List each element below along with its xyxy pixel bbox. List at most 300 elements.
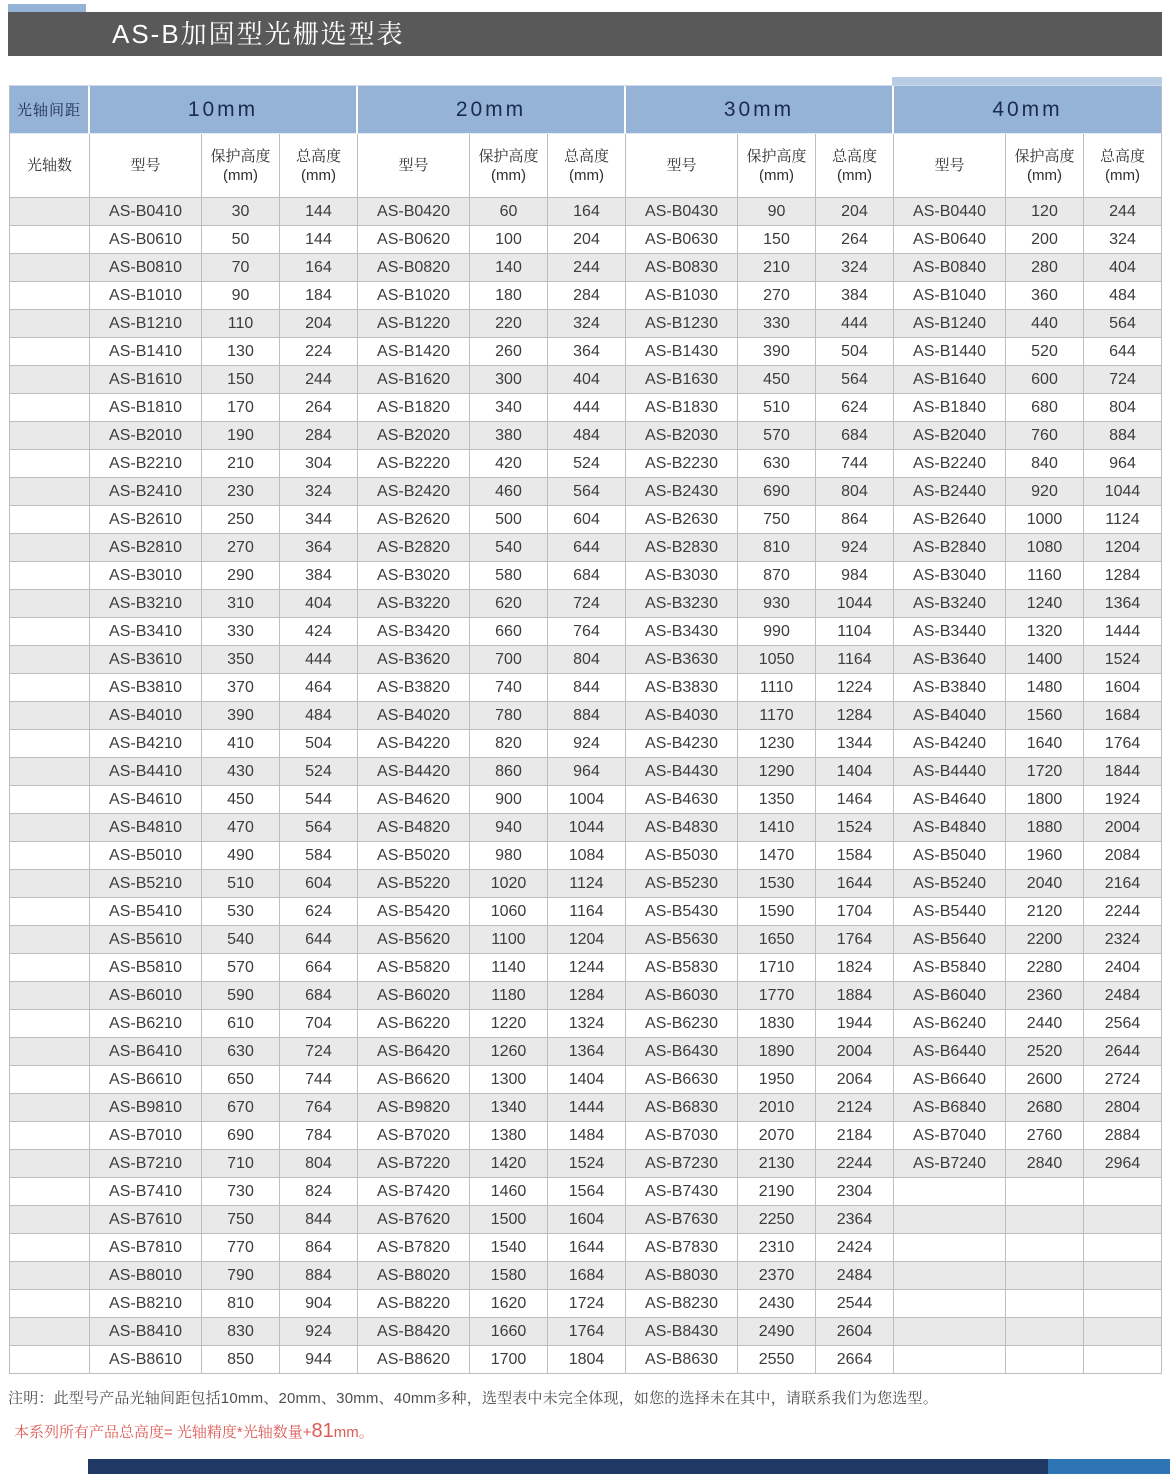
protect-height-cell [1006, 1262, 1084, 1290]
model-cell: AS-B5440 [894, 898, 1006, 926]
protect-height-cell: 410 [202, 730, 280, 758]
model-cell: AS-B4820 [358, 814, 470, 842]
protect-height-cell: 630 [738, 450, 816, 478]
total-height-cell: 1844 [1084, 758, 1162, 786]
total-height-cell: 744 [816, 450, 894, 478]
axes-count-cell [10, 1346, 90, 1374]
total-height-header [1084, 134, 1162, 198]
model-cell: AS-B7210 [90, 1150, 202, 1178]
group-header-row [10, 86, 1162, 134]
model-cell: AS-B3810 [90, 674, 202, 702]
total-height-cell: 2084 [1084, 842, 1162, 870]
protect-height-header [202, 134, 280, 198]
protect-height-cell: 1350 [738, 786, 816, 814]
model-cell: AS-B7020 [358, 1122, 470, 1150]
table-row [10, 926, 1162, 954]
model-cell: AS-B5620 [358, 926, 470, 954]
model-cell: AS-B8010 [90, 1262, 202, 1290]
model-cell: AS-B6620 [358, 1066, 470, 1094]
table-row [10, 1234, 1162, 1262]
unit-label: (mm) [1105, 166, 1140, 184]
protect-height-cell: 300 [470, 366, 548, 394]
protect-height-cell: 120 [1006, 198, 1084, 226]
total-height-cell [1084, 1318, 1162, 1346]
model-cell: AS-B6030 [626, 982, 738, 1010]
total-height-cell [1084, 1206, 1162, 1234]
table-row [10, 1010, 1162, 1038]
protect-height-cell: 180 [470, 282, 548, 310]
total-height-cell: 504 [280, 730, 358, 758]
protect-height-cell: 270 [738, 282, 816, 310]
model-cell: AS-B1210 [90, 310, 202, 338]
axes-count-cell [10, 310, 90, 338]
total-height-cell: 1324 [548, 1010, 626, 1038]
total-height-cell: 2964 [1084, 1150, 1162, 1178]
protect-height-cell: 490 [202, 842, 280, 870]
model-cell: AS-B2620 [358, 506, 470, 534]
protect-height-cell: 710 [202, 1150, 280, 1178]
protect-height-label: 保护高度 [478, 147, 539, 165]
total-height-cell: 1044 [1084, 478, 1162, 506]
protect-height-cell: 980 [470, 842, 548, 870]
total-height-cell: 824 [280, 1178, 358, 1206]
table-row [10, 562, 1162, 590]
group-header-10mm: 10mm [90, 86, 358, 134]
protect-height-cell: 150 [738, 226, 816, 254]
model-cell: AS-B2820 [358, 534, 470, 562]
model-cell: AS-B3040 [894, 562, 1006, 590]
total-height-cell: 244 [548, 254, 626, 282]
total-height-cell: 1104 [816, 618, 894, 646]
model-cell: AS-B0810 [90, 254, 202, 282]
protect-height-cell [1006, 1206, 1084, 1234]
protect-height-cell: 2070 [738, 1122, 816, 1150]
protect-height-cell: 150 [202, 366, 280, 394]
total-height-cell: 1164 [548, 898, 626, 926]
axes-count-cell [10, 1038, 90, 1066]
total-height-cell: 964 [548, 758, 626, 786]
total-height-cell: 724 [280, 1038, 358, 1066]
total-height-cell: 884 [280, 1262, 358, 1290]
protect-height-cell: 730 [202, 1178, 280, 1206]
table-row [10, 842, 1162, 870]
total-height-header [548, 134, 626, 198]
model-cell: AS-B1830 [626, 394, 738, 422]
protect-height-cell: 1880 [1006, 814, 1084, 842]
model-cell: AS-B7030 [626, 1122, 738, 1150]
model-cell: AS-B1040 [894, 282, 1006, 310]
model-cell: AS-B7010 [90, 1122, 202, 1150]
title-bar [8, 12, 1162, 56]
total-height-cell: 1604 [1084, 674, 1162, 702]
protect-height-cell: 1240 [1006, 590, 1084, 618]
total-height-cell: 564 [548, 478, 626, 506]
total-height-cell: 164 [548, 198, 626, 226]
axes-count-cell [10, 1206, 90, 1234]
model-cell: AS-B2020 [358, 422, 470, 450]
model-cell: AS-B5010 [90, 842, 202, 870]
model-cell: AS-B3610 [90, 646, 202, 674]
total-height-cell: 684 [548, 562, 626, 590]
total-height-cell: 644 [548, 534, 626, 562]
model-cell: AS-B0410 [90, 198, 202, 226]
model-cell: AS-B6420 [358, 1038, 470, 1066]
table-row [10, 982, 1162, 1010]
total-height-cell: 1204 [1084, 534, 1162, 562]
axes-count-cell [10, 674, 90, 702]
page-title: AS-B加固型光栅选型表 [112, 19, 405, 49]
model-cell: AS-B0430 [626, 198, 738, 226]
protect-height-cell: 440 [1006, 310, 1084, 338]
model-cell: AS-B1820 [358, 394, 470, 422]
model-cell: AS-B6020 [358, 982, 470, 1010]
model-cell: AS-B7240 [894, 1150, 1006, 1178]
footer-bar-accent [1048, 1459, 1170, 1474]
model-cell: AS-B7620 [358, 1206, 470, 1234]
table-row [10, 1346, 1162, 1374]
total-height-cell: 844 [548, 674, 626, 702]
total-height-cell: 284 [280, 422, 358, 450]
total-height-label: 总高度 [563, 147, 609, 165]
total-height-cell: 2244 [816, 1150, 894, 1178]
model-cell: AS-B6010 [90, 982, 202, 1010]
model-cell: AS-B8210 [90, 1290, 202, 1318]
protect-height-cell: 430 [202, 758, 280, 786]
protect-height-cell: 330 [738, 310, 816, 338]
model-cell: AS-B3820 [358, 674, 470, 702]
model-cell [894, 1234, 1006, 1262]
model-cell: AS-B0440 [894, 198, 1006, 226]
total-height-cell: 2164 [1084, 870, 1162, 898]
selection-table [9, 85, 1162, 1374]
table-row [10, 1094, 1162, 1122]
protect-height-cell: 2130 [738, 1150, 816, 1178]
model-cell: AS-B6040 [894, 982, 1006, 1010]
model-cell: AS-B2410 [90, 478, 202, 506]
protect-height-cell: 2040 [1006, 870, 1084, 898]
total-height-label: 总高度 [831, 147, 877, 165]
protect-height-cell: 280 [1006, 254, 1084, 282]
total-height-cell: 624 [816, 394, 894, 422]
total-height-cell: 324 [816, 254, 894, 282]
protect-height-cell: 1050 [738, 646, 816, 674]
model-cell: AS-B5430 [626, 898, 738, 926]
protect-height-cell: 500 [470, 506, 548, 534]
protect-height-cell: 420 [470, 450, 548, 478]
protect-height-cell: 1720 [1006, 758, 1084, 786]
model-cell: AS-B1430 [626, 338, 738, 366]
protect-height-cell: 600 [1006, 366, 1084, 394]
protect-height-cell: 1180 [470, 982, 548, 1010]
protect-height-cell: 2370 [738, 1262, 816, 1290]
total-height-cell: 924 [816, 534, 894, 562]
protect-height-cell: 1480 [1006, 674, 1084, 702]
total-height-cell: 684 [816, 422, 894, 450]
total-height-cell: 224 [280, 338, 358, 366]
axes-count-cell [10, 1010, 90, 1038]
model-cell: AS-B3630 [626, 646, 738, 674]
model-cell: AS-B4630 [626, 786, 738, 814]
axes-count-cell [10, 534, 90, 562]
model-cell: AS-B1030 [626, 282, 738, 310]
total-height-cell: 2244 [1084, 898, 1162, 926]
model-cell: AS-B0610 [90, 226, 202, 254]
table-row [10, 1290, 1162, 1318]
protect-height-cell: 330 [202, 618, 280, 646]
protect-height-cell: 170 [202, 394, 280, 422]
total-height-cell: 364 [280, 534, 358, 562]
total-height-cell: 1924 [1084, 786, 1162, 814]
table-row [10, 898, 1162, 926]
total-height-cell: 924 [548, 730, 626, 758]
protect-height-cell: 90 [202, 282, 280, 310]
table-row [10, 1066, 1162, 1094]
total-height-cell: 204 [548, 226, 626, 254]
model-cell: AS-B7430 [626, 1178, 738, 1206]
model-cell: AS-B8230 [626, 1290, 738, 1318]
protect-height-cell: 1410 [738, 814, 816, 842]
protect-height-cell: 510 [738, 394, 816, 422]
model-cell: AS-B0620 [358, 226, 470, 254]
total-height-cell: 2184 [816, 1122, 894, 1150]
total-height-cell: 764 [280, 1094, 358, 1122]
model-cell: AS-B4010 [90, 702, 202, 730]
total-height-cell: 244 [1084, 198, 1162, 226]
protect-height-cell: 1080 [1006, 534, 1084, 562]
model-cell: AS-B4040 [894, 702, 1006, 730]
total-height-cell: 804 [280, 1150, 358, 1178]
total-height-cell [1084, 1262, 1162, 1290]
total-height-cell: 2564 [1084, 1010, 1162, 1038]
total-height-cell: 1204 [548, 926, 626, 954]
axes-count-cell [10, 226, 90, 254]
axes-count-cell [10, 758, 90, 786]
protect-height-cell: 760 [1006, 422, 1084, 450]
total-height-cell: 1944 [816, 1010, 894, 1038]
protect-height-cell: 2280 [1006, 954, 1084, 982]
protect-height-cell: 1000 [1006, 506, 1084, 534]
protect-height-cell: 1420 [470, 1150, 548, 1178]
table-row [10, 506, 1162, 534]
model-cell: AS-B3410 [90, 618, 202, 646]
model-cell: AS-B1240 [894, 310, 1006, 338]
total-height-cell: 1404 [548, 1066, 626, 1094]
model-cell: AS-B8020 [358, 1262, 470, 1290]
protect-height-cell: 190 [202, 422, 280, 450]
protect-height-cell: 750 [202, 1206, 280, 1234]
protect-height-cell: 1060 [470, 898, 548, 926]
axes-count-cell [10, 198, 90, 226]
total-height-cell: 204 [816, 198, 894, 226]
model-cell: AS-B5610 [90, 926, 202, 954]
total-height-cell: 384 [816, 282, 894, 310]
model-cell: AS-B1230 [626, 310, 738, 338]
protect-height-cell: 1400 [1006, 646, 1084, 674]
total-height-cell: 584 [280, 842, 358, 870]
model-cell: AS-B7820 [358, 1234, 470, 1262]
total-height-cell: 204 [280, 310, 358, 338]
protect-height-cell: 2430 [738, 1290, 816, 1318]
spacing-label: 光轴间距 [10, 86, 90, 134]
axes-count-cell [10, 646, 90, 674]
protect-height-cell: 770 [202, 1234, 280, 1262]
protect-height-header [1006, 134, 1084, 198]
protect-height-cell: 900 [470, 786, 548, 814]
model-cell: AS-B3240 [894, 590, 1006, 618]
protect-height-cell: 2120 [1006, 898, 1084, 926]
model-cell: AS-B2230 [626, 450, 738, 478]
total-height-cell: 1284 [1084, 562, 1162, 590]
axes-count-cell [10, 730, 90, 758]
protect-height-cell: 580 [470, 562, 548, 590]
total-height-label: 总高度 [295, 147, 341, 165]
protect-height-cell: 200 [1006, 226, 1084, 254]
model-cell: AS-B5020 [358, 842, 470, 870]
total-height-cell: 144 [280, 226, 358, 254]
model-cell: AS-B2630 [626, 506, 738, 534]
protect-height-cell: 740 [470, 674, 548, 702]
protect-height-cell: 2360 [1006, 982, 1084, 1010]
protect-height-cell: 340 [470, 394, 548, 422]
model-cell: AS-B5630 [626, 926, 738, 954]
protect-height-cell: 570 [202, 954, 280, 982]
total-height-cell: 1524 [548, 1150, 626, 1178]
protect-height-cell: 210 [202, 450, 280, 478]
axes-count-cell [10, 618, 90, 646]
model-cell: AS-B4420 [358, 758, 470, 786]
total-height-cell: 1684 [1084, 702, 1162, 730]
protect-height-label: 保护高度 [746, 147, 807, 165]
model-cell: AS-B4410 [90, 758, 202, 786]
protect-height-cell: 1260 [470, 1038, 548, 1066]
model-cell: AS-B0640 [894, 226, 1006, 254]
model-cell: AS-B4230 [626, 730, 738, 758]
total-height-cell: 524 [280, 758, 358, 786]
protect-height-cell: 1890 [738, 1038, 816, 1066]
protect-height-cell: 620 [470, 590, 548, 618]
protect-height-cell: 790 [202, 1262, 280, 1290]
model-cell: AS-B9820 [358, 1094, 470, 1122]
protect-height-cell: 660 [470, 618, 548, 646]
protect-height-cell: 390 [738, 338, 816, 366]
model-cell: AS-B5210 [90, 870, 202, 898]
protect-height-cell: 520 [1006, 338, 1084, 366]
protect-height-cell: 940 [470, 814, 548, 842]
total-height-cell: 2124 [816, 1094, 894, 1122]
note-text: 注明：此型号产品光轴间距包括10mm、20mm、30mm、40mm多种，选型表中未完全体现，如您的选择未在其中，请联系我们为您选型。 [8, 1390, 938, 1407]
protect-height-header [470, 134, 548, 198]
model-cell: AS-B3640 [894, 646, 1006, 674]
model-cell: AS-B6430 [626, 1038, 738, 1066]
protect-height-cell: 90 [738, 198, 816, 226]
protect-height-cell: 690 [738, 478, 816, 506]
total-height-label: 总高度 [1099, 147, 1145, 165]
protect-height-cell: 540 [202, 926, 280, 954]
total-height-cell: 1884 [816, 982, 894, 1010]
total-height-cell: 724 [1084, 366, 1162, 394]
model-cell: AS-B2830 [626, 534, 738, 562]
axes-count-cell [10, 1066, 90, 1094]
model-cell: AS-B5240 [894, 870, 1006, 898]
protect-height-cell: 1110 [738, 674, 816, 702]
total-height-cell: 644 [280, 926, 358, 954]
model-cell: AS-B5420 [358, 898, 470, 926]
protect-height-cell: 2550 [738, 1346, 816, 1374]
total-height-cell: 164 [280, 254, 358, 282]
total-height-cell: 264 [280, 394, 358, 422]
protect-height-cell: 1340 [470, 1094, 548, 1122]
protect-height-cell: 1300 [470, 1066, 548, 1094]
total-height-cell: 404 [548, 366, 626, 394]
total-height-cell: 804 [816, 478, 894, 506]
total-height-cell [1084, 1290, 1162, 1318]
table-row [10, 422, 1162, 450]
protect-height-cell: 1800 [1006, 786, 1084, 814]
total-height-cell: 1124 [1084, 506, 1162, 534]
protect-height-cell: 1560 [1006, 702, 1084, 730]
axes-count-cell [10, 982, 90, 1010]
model-cell: AS-B4210 [90, 730, 202, 758]
model-cell: AS-B5040 [894, 842, 1006, 870]
axes-count-cell [10, 1150, 90, 1178]
table-row [10, 702, 1162, 730]
axes-count-cell [10, 1290, 90, 1318]
model-cell: AS-B6210 [90, 1010, 202, 1038]
model-cell: AS-B5230 [626, 870, 738, 898]
protect-height-cell: 1540 [470, 1234, 548, 1262]
model-cell: AS-B1610 [90, 366, 202, 394]
table-row [10, 450, 1162, 478]
protect-height-cell: 1950 [738, 1066, 816, 1094]
axes-count-cell [10, 562, 90, 590]
total-height-cell: 484 [280, 702, 358, 730]
group-header-40mm: 40mm [894, 86, 1162, 134]
table-row [10, 674, 1162, 702]
protect-height-cell: 270 [202, 534, 280, 562]
total-height-cell: 864 [280, 1234, 358, 1262]
protect-height-cell: 210 [738, 254, 816, 282]
protect-height-cell: 2010 [738, 1094, 816, 1122]
total-height-cell: 144 [280, 198, 358, 226]
model-header: 型号 [358, 134, 470, 198]
highlight-strip-40mm [892, 77, 1162, 85]
model-header: 型号 [894, 134, 1006, 198]
model-cell: AS-B3210 [90, 590, 202, 618]
table-row [10, 282, 1162, 310]
protect-height-cell: 2600 [1006, 1066, 1084, 1094]
model-cell: AS-B4430 [626, 758, 738, 786]
total-height-cell: 1444 [1084, 618, 1162, 646]
protect-height-cell: 1500 [470, 1206, 548, 1234]
protect-height-cell: 1700 [470, 1346, 548, 1374]
total-height-cell: 1564 [548, 1178, 626, 1206]
model-cell: AS-B5410 [90, 898, 202, 926]
model-cell: AS-B1640 [894, 366, 1006, 394]
protect-height-cell [1006, 1290, 1084, 1318]
total-height-cell: 284 [548, 282, 626, 310]
protect-height-cell: 1460 [470, 1178, 548, 1206]
total-height-cell: 2664 [816, 1346, 894, 1374]
protect-height-cell: 1710 [738, 954, 816, 982]
protect-height-cell: 2250 [738, 1206, 816, 1234]
model-cell: AS-B6230 [626, 1010, 738, 1038]
model-cell: AS-B4620 [358, 786, 470, 814]
model-cell: AS-B4220 [358, 730, 470, 758]
unit-label: (mm) [223, 166, 258, 184]
model-cell: AS-B6240 [894, 1010, 1006, 1038]
model-cell: AS-B2210 [90, 450, 202, 478]
table-row [10, 226, 1162, 254]
